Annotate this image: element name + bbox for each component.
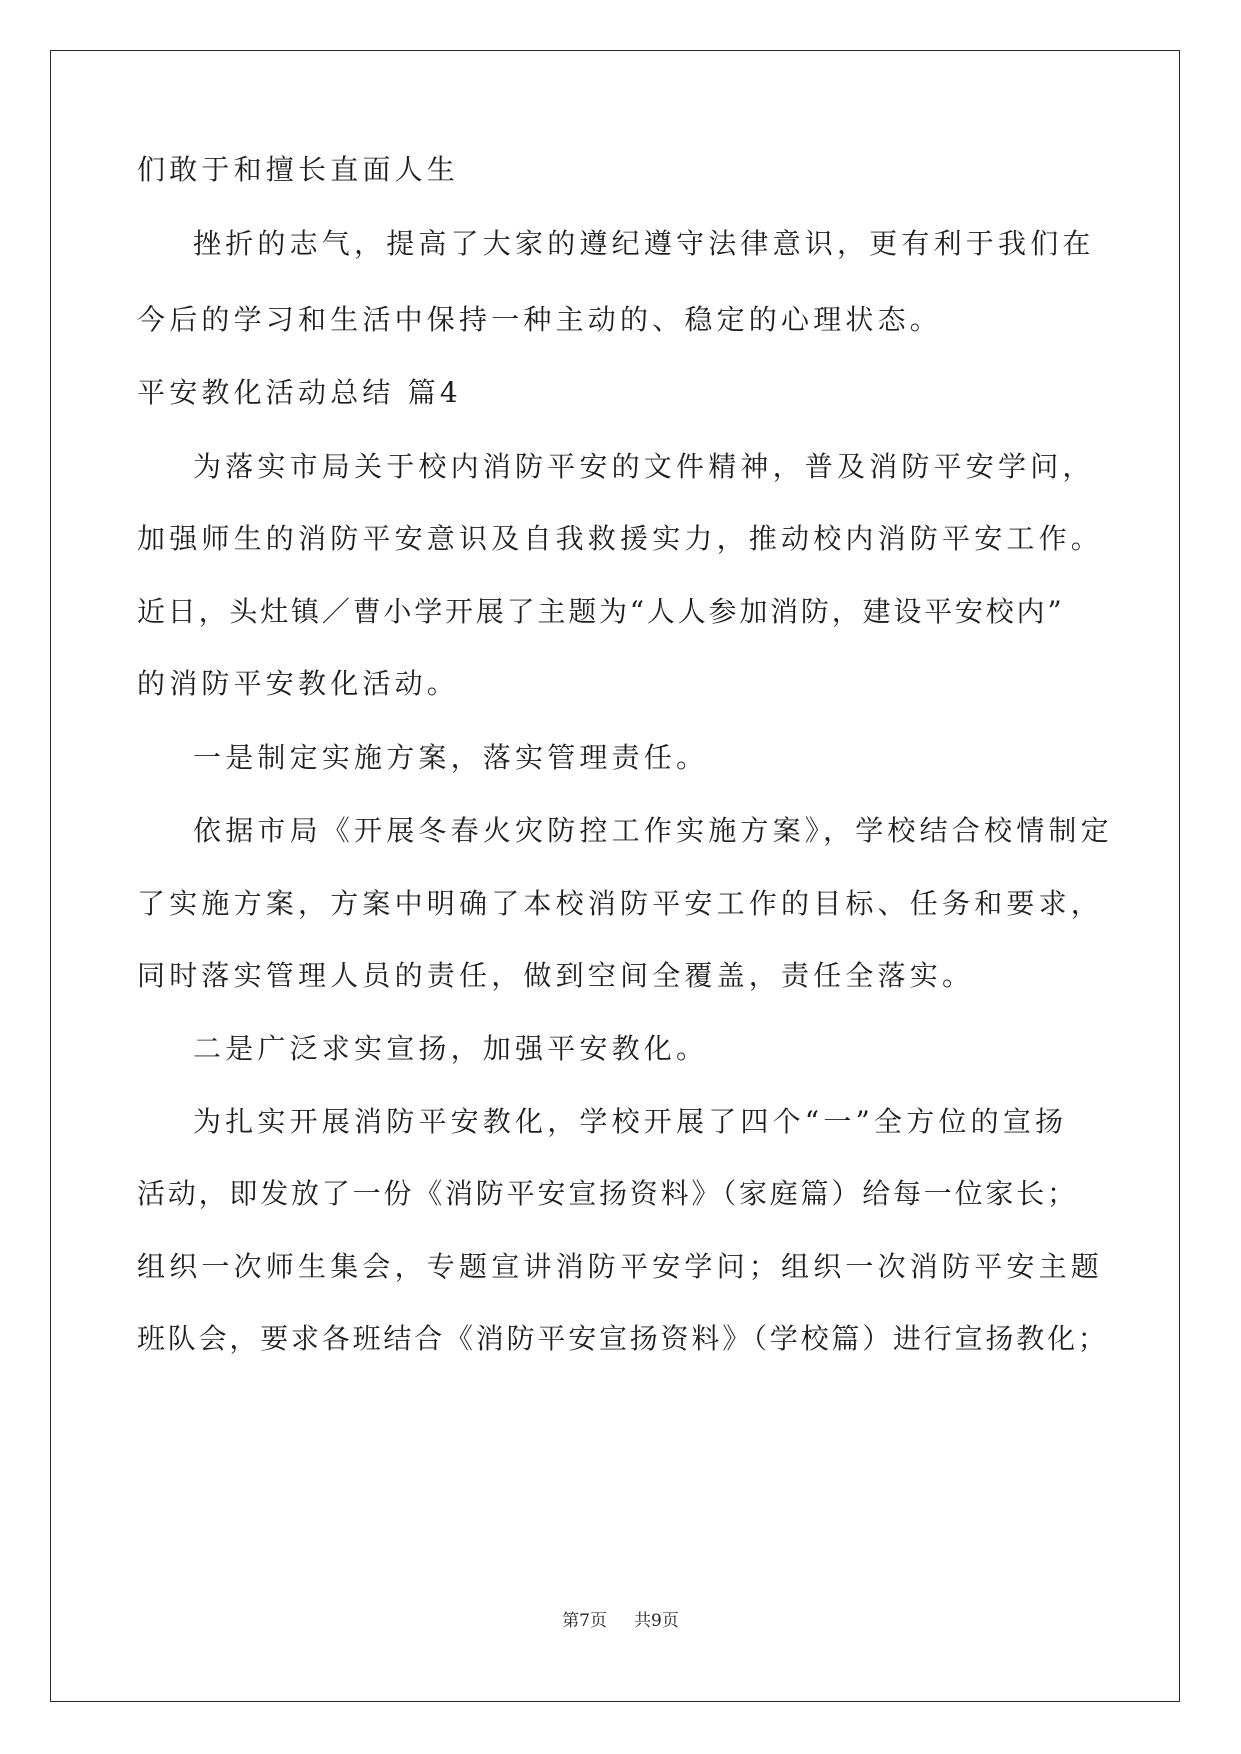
page-border [50,50,1180,1702]
current-page-label: 第7页 [562,1611,607,1631]
section-heading: 平安教化活动总结 篇4 [137,376,462,409]
text-line-2: 挫折的志气，提高了大家的遵纪遵守法律意识，更有利于我们在 [193,227,1095,260]
text-line-5: 为落实市局关于校内消防平安的文件精神，普及消防平安学问， [193,450,1095,483]
text-line-13: 二是广泛求实宣扬，加强平安教化。 [193,1032,709,1065]
page-footer [0,1606,1241,1631]
text-line-10: 依据市局《开展冬春火灾防控工作实施方案》，学校结合校情制定 [193,814,1113,847]
text-line-6: 加强师生的消防平安意识及自我救援实力，推动校内消防平安工作。 [137,522,1104,555]
text-line-17: 班队会，要求各班结合《消防平安宣扬资料》（学校篇）进行宣扬教化； [137,1322,1109,1355]
text-line-16: 组织一次师生集会，专题宣讲消防平安学问；组织一次消防平安主题 [137,1250,1104,1283]
text-line-9: 一是制定实施方案，落实管理责任。 [193,741,709,774]
text-line-7: 近日，头灶镇／曹小学开展了主题为“人人参加消防，建设平安校内” [137,595,1065,628]
text-line-11: 了实施方案，方案中明确了本校消防平安工作的目标、任务和要求， [137,887,1104,920]
text-line-14: 为扎实开展消防平安教化，学校开展了四个“一”全方位的宣扬 [193,1105,1068,1138]
text-line-8: 的消防平安教化活动。 [137,667,460,700]
text-line-1: 们敢于和擅长直面人生 [137,153,460,186]
text-line-12: 同时落实管理人员的责任，做到空间全覆盖，责任全落实。 [137,959,975,992]
total-pages-label: 共9页 [634,1611,679,1631]
text-line-15: 活动，即发放了一份《消防平安宣扬资料》（家庭篇）给每一位家长； [137,1177,1078,1210]
text-line-3: 今后的学习和生活中保持一种主动的、稳定的心理状态。 [137,303,943,336]
